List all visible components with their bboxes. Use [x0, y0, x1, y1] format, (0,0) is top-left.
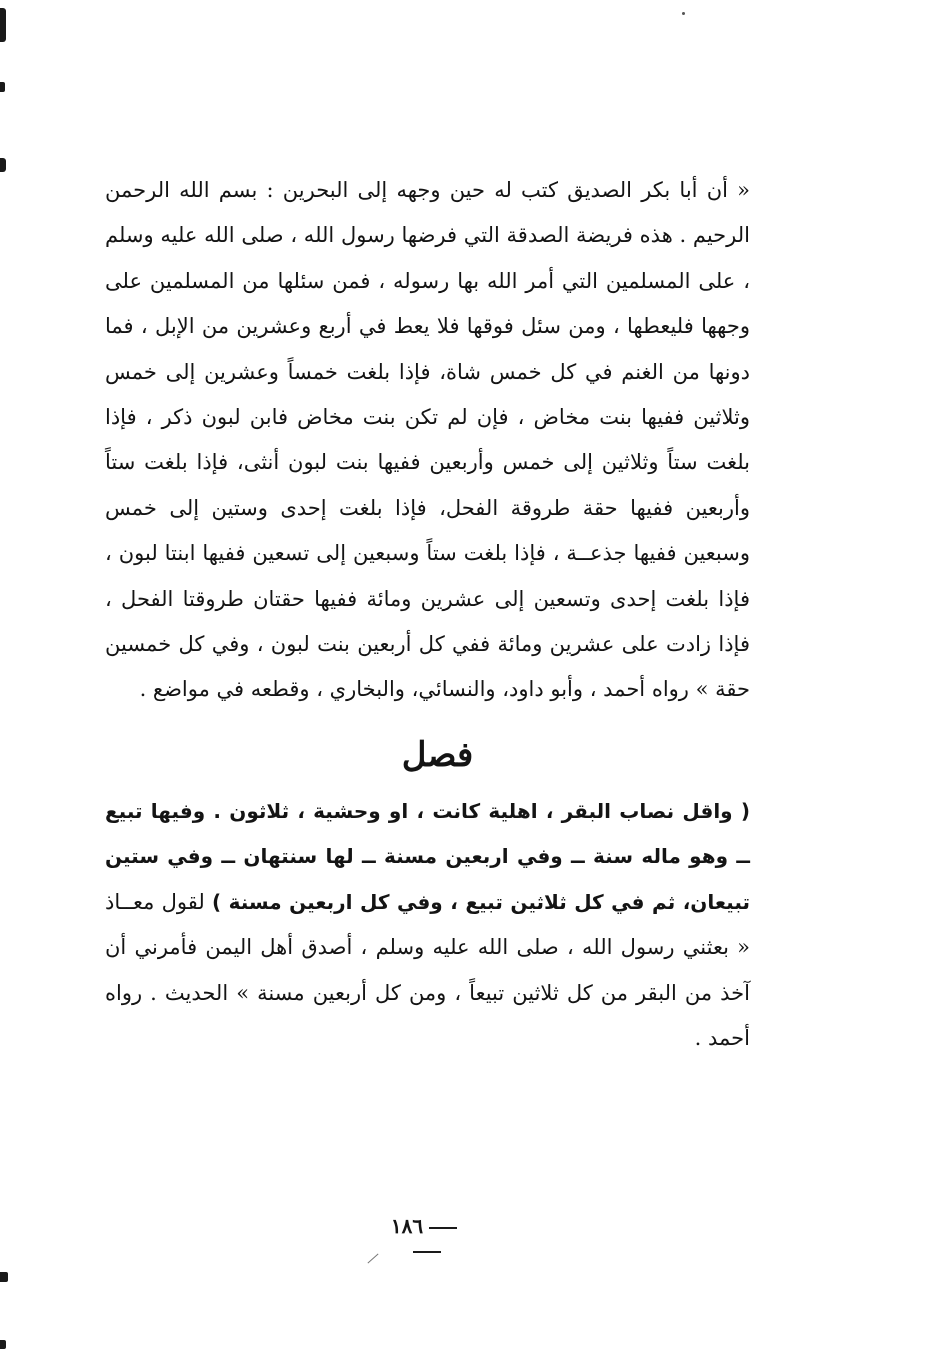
matn-text: ( واقل نصاب البقر ، اهلية كانت ، او وحشية ، ثلاثون . وفيها تبيع ــ وهو ماله سنة ــ وفي اربعين مسنة ــ لها سنتهان ــ وفي ستين تبيعان، ثم في كل ثلاثين تبيع ، وفي كل اربعين مسنة ) — [105, 798, 751, 914]
scan-edge-mark — [0, 8, 6, 42]
page-number-dash — [413, 1251, 441, 1253]
cattle-zakat-paragraph — [105, 789, 750, 1061]
page-number-dash — [429, 1227, 457, 1229]
scan-edge-mark — [0, 158, 6, 172]
page-number — [372, 1214, 482, 1262]
commentary-text: لقول معــاذ « بعثني رسول الله ، صلى الله عليه وسلم ، أصدق أهل اليمن فأمرني أن آخذ من البقر من كل ثلاثين تبيعاً ، ومن كل أربعين مسنة » الحديث . رواه أحمد . — [105, 889, 750, 1050]
scan-edge-mark — [0, 1272, 8, 1282]
scan-edge-mark — [0, 82, 5, 92]
scan-speck — [682, 12, 685, 15]
section-heading: فصل — [401, 734, 474, 775]
page-body — [105, 168, 750, 1061]
page-number-value: ١٨٦ — [390, 1214, 424, 1238]
hadith-paragraph: « أن أبا بكر الصديق كتب له حين وجهه إلى البحرين : بسم الله الرحمن الرحيم . هذه فريضة الصدقة التي فرضها رسول الله ، صلى الله عليه وسلم ، على المسلمين التي أمر الله بها رسوله ، فمن سئلها من المسلمين على وجهها فليعطها ، ومن سئل فوقها فلا يعط في أربع وعشرين من الإبل ، فما دونها من الغنم في كل خمس شاة، فإذا بلغت خمساً وعشرين إلى خمس وثلاثين ففيها بنت مخاض ، فإن لم تكن بنت مخاض فابن لبون ذكر ، فإذا بلغت ستاً وثلاثين إلى خمس وأربعين ففيها بنت لبون أنثى، فإذا بلغت ستاً وأربعين ففيها حقة طروقة الفحل، فإذا بلغت إحدى وستين إلى خمس وسبعين ففيها جذعــة ، فإذا بلغت ستاً وسبعين إلى تسعين ففيها ابنتا لبون ، فإذا بلغت إحدى وتسعين إلى عشرين ومائة ففيها حقتان طروقتا الفحل ، فإذا زادت على عشرين ومائة ففي كل أربعين بنت لبون ، وفي كل خمسين حقة » رواه أحمد ، وأبو داود، والنسائي، والبخاري ، وقطعه في مواضع . — [105, 178, 750, 702]
scan-edge-mark — [0, 1340, 6, 1349]
